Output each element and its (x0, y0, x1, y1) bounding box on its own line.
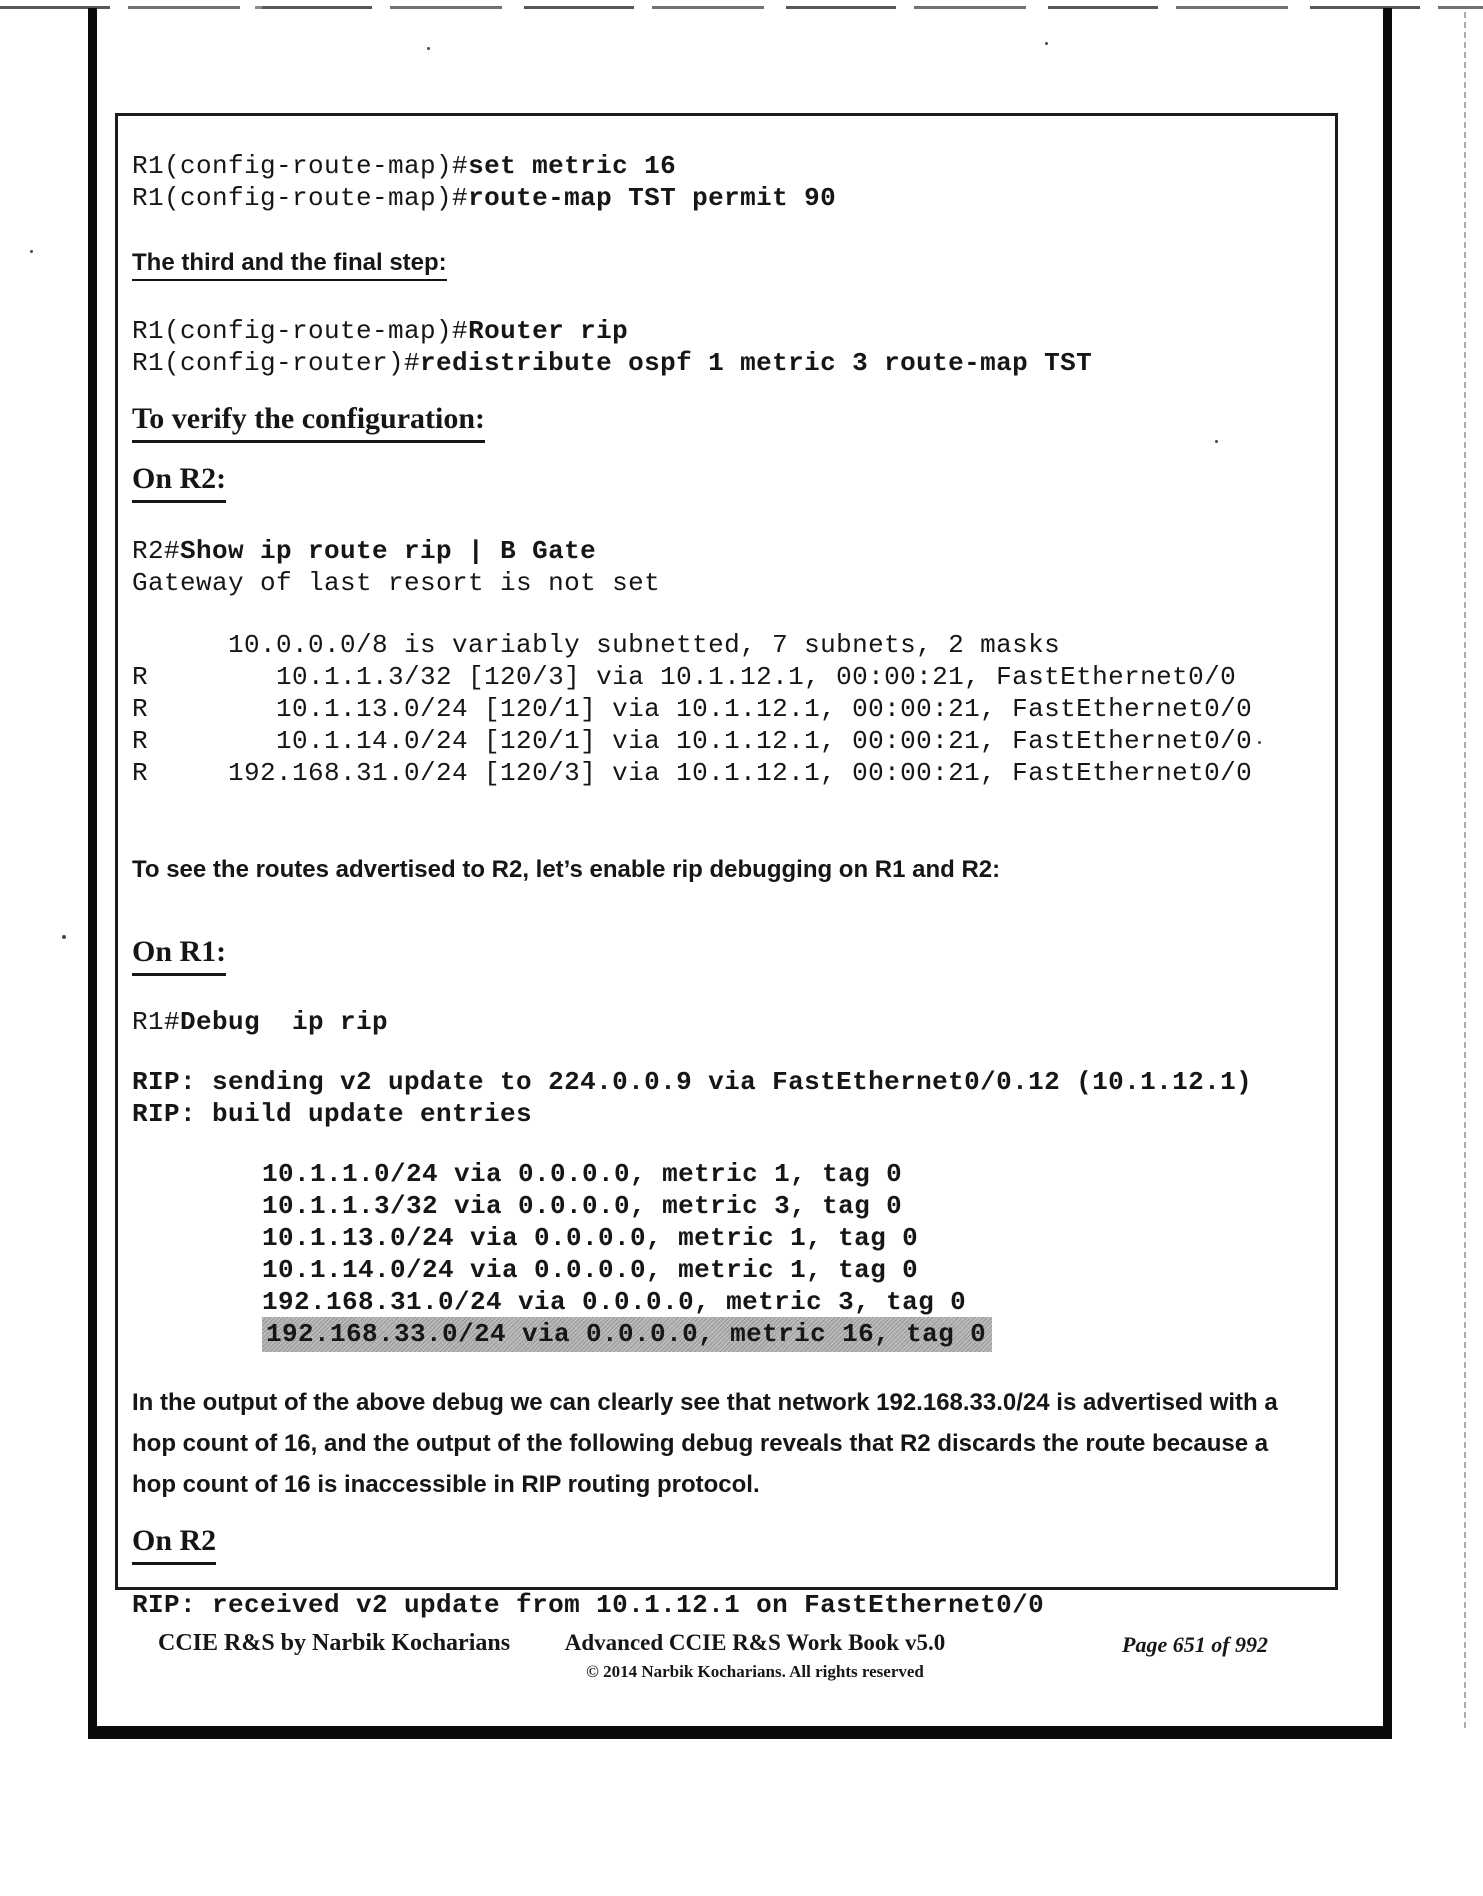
cli-prompt: R1(config-route-map)# (132, 316, 469, 346)
debug-entry-line: 10.1.13.0/24 via 0.0.0.0, metric 1, tag 0 (262, 1223, 919, 1253)
note-debug-intro: To see the routes advertised to R2, let’s enable rip debugging on R1 and R2: (132, 856, 1001, 883)
cli-line (132, 150, 1335, 182)
cli-line (132, 182, 1335, 214)
debug-entry-line: 10.1.1.3/32 via 0.0.0.0, metric 3, tag 0 (262, 1191, 903, 1221)
top-scan-edge-line (0, 6, 1483, 9)
debug-output-line: RIP: build update entries (132, 1099, 533, 1129)
route-line: R 10.1.1.3/32 [120/3] via 10.1.12.1, 00:00:21, FastEthernet0/0 (132, 662, 1237, 692)
heading-on-r2: On R2: (132, 459, 1335, 503)
cli-output-line: Gateway of last resort is not set (132, 568, 661, 598)
cli-line (132, 347, 1335, 379)
cli-line (132, 535, 1335, 567)
cli-output-line: 10.0.0.0/8 is variably subnetted, 7 subnets, 2 masks (132, 630, 1061, 660)
right-scan-bar (1383, 8, 1392, 1737)
route-line: R 10.1.14.0/24 [120/1] via 10.1.12.1, 00:00:21, FastEthernet0/0 (132, 726, 1253, 756)
cli-command: Debug ip rip (180, 1007, 389, 1037)
cli-prompt: R1(config-router)# (132, 348, 421, 378)
cli-prompt: R2# (132, 536, 181, 566)
scan-speck (30, 250, 33, 253)
cli-command: redistribute ospf 1 metric 3 route-map TST (420, 348, 1093, 378)
debug-entry-line-highlighted (132, 1318, 1335, 1350)
cli-line (132, 315, 1335, 347)
route-line: R 10.1.13.0/24 [120/1] via 10.1.12.1, 00:00:21, FastEthernet0/0 (132, 694, 1253, 724)
cli-command: route-map TST permit 90 (468, 183, 837, 213)
route-line: R 192.168.31.0/24 [120/3] via 10.1.12.1, 00:00:21, FastEthernet0/0 (132, 758, 1253, 788)
heading-final-step: The third and the final step: (132, 248, 1335, 281)
footer-copyright: © 2014 Narbik Kocharians. All rights reserved (586, 1662, 924, 1681)
cli-prompt: R1# (132, 1007, 181, 1037)
bottom-scan-bar (88, 1726, 1392, 1739)
heading-on-r1: On R1: (132, 932, 1335, 976)
cli-prompt: R1(config-route-map)# (132, 151, 469, 181)
debug-entry-line: 10.1.1.0/24 via 0.0.0.0, metric 1, tag 0 (262, 1159, 903, 1189)
footer-author: CCIE R&S by Narbik Kocharians (158, 1630, 511, 1656)
cli-line (132, 1006, 1335, 1038)
footer-book-info (455, 1630, 1055, 1682)
debug-entry-line: 10.1.14.0/24 via 0.0.0.0, metric 1, tag 0 (262, 1255, 919, 1285)
content-frame (115, 113, 1338, 1620)
cli-command: Router rip (468, 316, 629, 346)
heading-on-r2-second: On R2 (132, 1521, 1335, 1565)
highlighted-route-text: 192.168.33.0/24 via 0.0.0.0, metric 16, tag 0 (262, 1317, 992, 1352)
heading-verify-configuration: To verify the configuration: (132, 399, 1335, 443)
scan-speck (1045, 42, 1048, 45)
right-edge-scan-line (1464, 12, 1466, 1728)
scan-speck (427, 47, 430, 50)
debug-entry-line: 192.168.31.0/24 via 0.0.0.0, metric 3, tag 0 (262, 1287, 967, 1317)
note-debug-analysis: In the output of the above debug we can clearly see that network 192.168.33.0/24 is advertised with a hop count of 16, and the output of the following debug reveals that R2 discards the route because a hop count of 16 is inaccessible in RIP routing protocol. (132, 1389, 1278, 1498)
footer-page-number: Page 651 of 992 (1122, 1632, 1269, 1657)
footer-book-title: Advanced CCIE R&S Work Book v5.0 (564, 1630, 946, 1655)
debug-output-line: RIP: received v2 update from 10.1.12.1 on FastEthernet0/0 (132, 1590, 1045, 1620)
left-scan-bar (88, 8, 97, 1737)
cli-prompt: R1(config-route-map)# (132, 183, 469, 213)
debug-output-line: RIP: sending v2 update to 224.0.0.9 via FastEthernet0/0.12 (10.1.12.1) (132, 1067, 1253, 1097)
scan-speck (62, 935, 66, 939)
cli-command: set metric 16 (468, 151, 677, 181)
cli-command: Show ip route rip | B Gate (180, 536, 597, 566)
